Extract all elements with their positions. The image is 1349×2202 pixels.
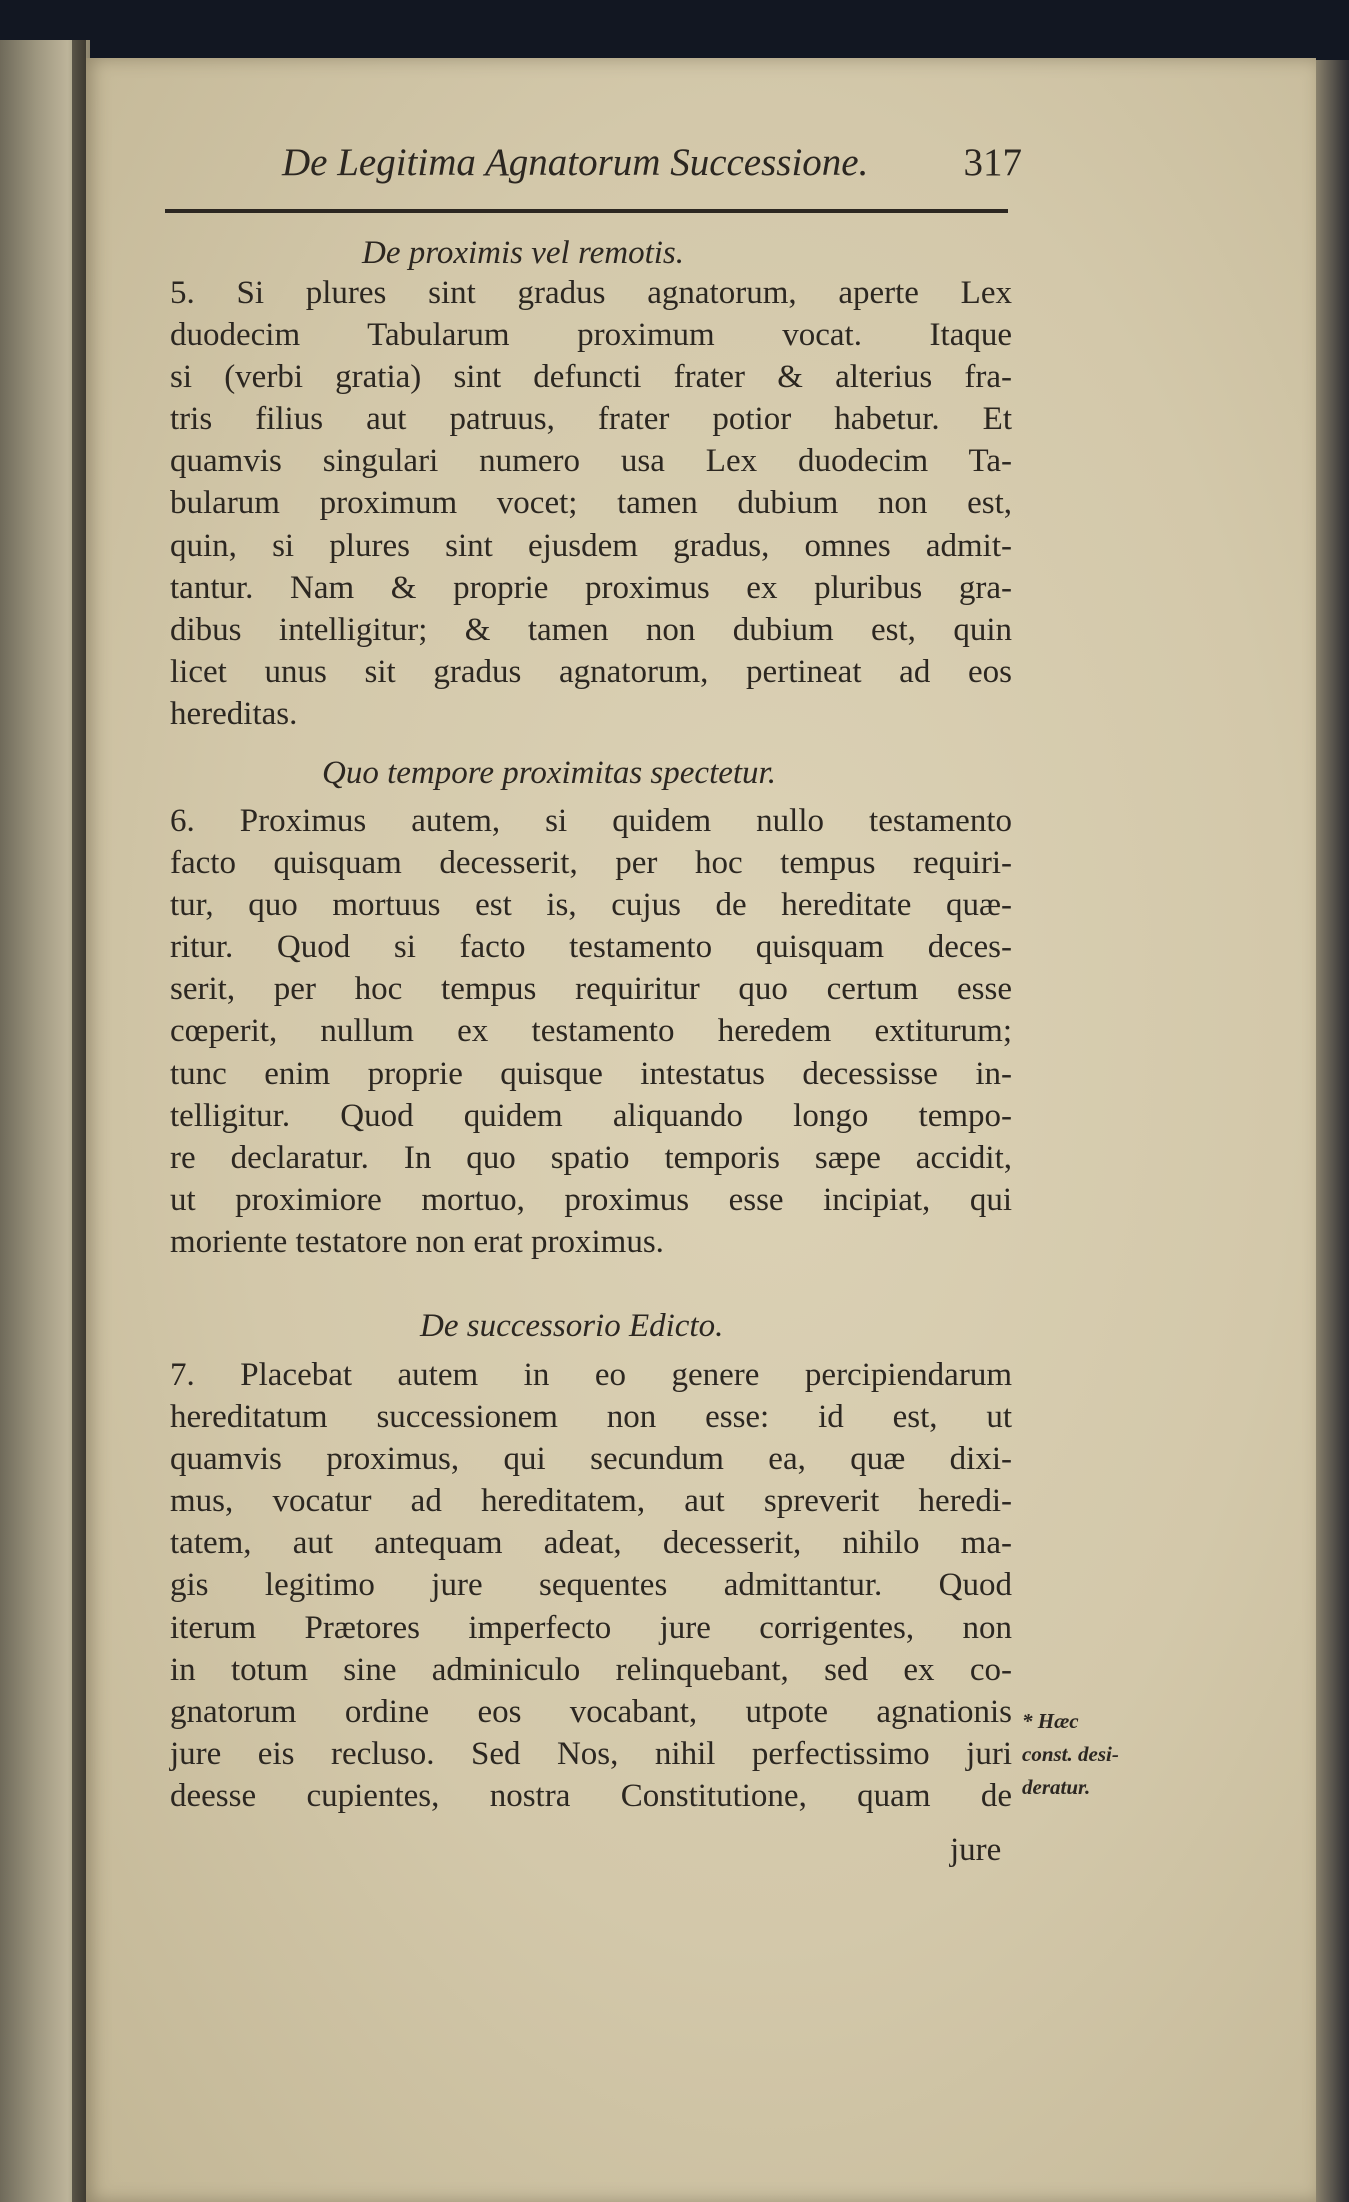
margin-note-line: deratur.	[1022, 1775, 1091, 1799]
text-line: in totum sine adminiculo relinquebant, sed ex co-	[170, 1651, 1012, 1688]
text-line: facto quisquam decesserit, per hoc tempus requiri-	[170, 845, 1012, 882]
section-heading-proximis: De proximis vel remotis.	[362, 235, 684, 271]
margin-note-line: const. desi-	[1022, 1742, 1119, 1766]
catchword: jure	[950, 1832, 1002, 1868]
text-line: ritur. Quod si facto testamento quisquam deces-	[170, 929, 1012, 966]
text-line: gnatorum ordine eos vocabant, utpote agnationis	[170, 1693, 1012, 1730]
paragraph-7	[170, 1354, 1012, 1817]
text-line: hereditas.	[170, 695, 298, 732]
text-line: deesse cupientes, nostra Constitutione, quam de	[170, 1777, 1012, 1814]
text-line: 6. Proximus autem, si quidem nullo testamento	[170, 803, 1012, 839]
text-line: tunc enim proprie quisque intestatus decessisse in-	[170, 1055, 1012, 1092]
text-line: gis legitimo jure sequentes admittantur. Quod	[170, 1567, 1012, 1604]
text-line: iterum Prætores imperfecto jure corrigentes, non	[170, 1609, 1012, 1646]
margin-note-line	[1022, 1705, 1152, 1738]
text-line: bularum proximum vocet; tamen dubium non est,	[170, 485, 1012, 522]
text-line: jure eis recluso. Sed Nos, nihil perfectissimo juri	[170, 1735, 1012, 1772]
text-line: 7. Placebat autem in eo genere percipiendarum	[170, 1357, 1012, 1393]
paragraph-5	[170, 272, 1012, 735]
running-title: De Legitima Agnatorum Successione.	[282, 141, 869, 184]
text-line: quamvis proximus, qui secundum ea, quæ dixi-	[170, 1441, 1012, 1478]
note-marker: *	[1022, 1709, 1033, 1733]
header-rule	[165, 209, 1008, 213]
binding-gutter	[72, 40, 86, 2202]
text-line: quamvis singulari numero usa Lex duodecim Ta-	[170, 443, 1012, 480]
text-line: dibus intelligitur; & tamen non dubium est, quin	[170, 611, 1012, 648]
text-line: serit, per hoc tempus requiritur quo certum esse	[170, 971, 1012, 1008]
text-line: tris filius aut patruus, frater potior habetur. Et	[170, 401, 1012, 438]
page-number: 317	[963, 141, 1022, 184]
text-line: quin, si plures sint ejusdem gradus, omnes admit-	[170, 527, 1012, 564]
running-header	[282, 140, 1022, 185]
text-line: mus, vocatur ad hereditatem, aut spreverit heredi-	[170, 1483, 1012, 1520]
text-line: cœperit, nullum ex testamento heredem extiturum;	[170, 1013, 1012, 1050]
text-line: ut proximiore mortuo, proximus esse incipiat, qui	[170, 1181, 1012, 1218]
text-line: telligitur. Quod quidem aliquando longo tempo-	[170, 1097, 1012, 1134]
section-heading-successorio: De successorio Edicto.	[420, 1308, 724, 1344]
text-line: licet unus sit gradus agnatorum, pertineat ad eos	[170, 653, 1012, 690]
scan-top-edge	[0, 0, 1349, 60]
text-line: tur, quo mortuus est is, cujus de hereditate quæ-	[170, 887, 1012, 924]
text-line: 5. Si plures sint gradus agnatorum, aperte Lex	[170, 275, 1012, 311]
text-line: si (verbi gratia) sint defuncti frater & alterius fra-	[170, 359, 1012, 396]
margin-note	[1022, 1705, 1152, 1804]
text-line: duodecim Tabularum proximum vocat. Itaque	[170, 317, 1012, 354]
text-line: tantur. Nam & proprie proximus ex pluribus gra-	[170, 569, 1012, 606]
text-line: moriente testatore non erat proximus.	[170, 1223, 664, 1260]
section-heading-tempore: Quo tempore proximitas spectetur.	[322, 755, 776, 791]
paragraph-6	[170, 800, 1012, 1263]
text-line: tatem, aut antequam adeat, decesserit, nihilo ma-	[170, 1525, 1012, 1562]
text-line: re declaratur. In quo spatio temporis sæpe accidit,	[170, 1139, 1012, 1176]
note-text: Hæc	[1037, 1709, 1079, 1733]
text-line: hereditatum successionem non esse: id est, ut	[170, 1399, 1012, 1436]
